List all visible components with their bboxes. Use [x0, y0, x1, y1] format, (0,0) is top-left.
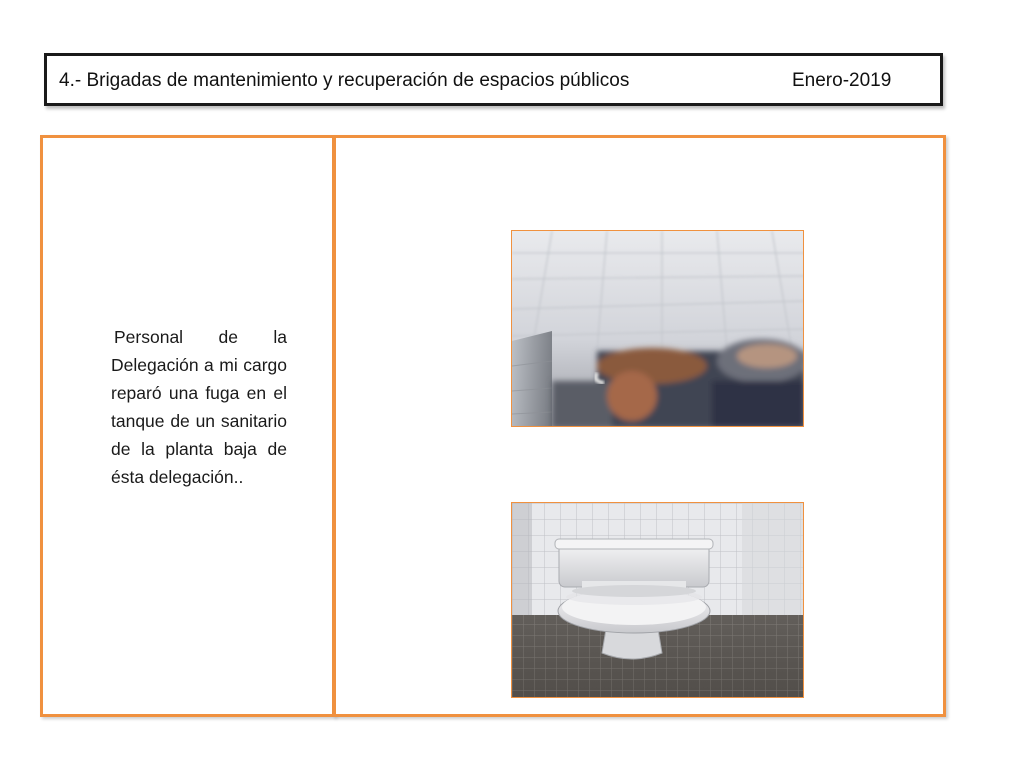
- description-text: Personal de la Delegación a mi cargo reparó una fuga en el tanque de un sanitario de la planta baja de ésta delegación..: [111, 327, 287, 487]
- header-box: [44, 53, 943, 106]
- header-date: Enero-2019: [792, 70, 892, 91]
- repair-photo-image: [512, 231, 804, 427]
- page-title: 4.- Brigadas de mantenimiento y recuperación de espacios públicos: [59, 70, 630, 91]
- repair-photo: [511, 230, 804, 427]
- toilet-photo-image: [512, 503, 804, 698]
- description-panel: [40, 135, 335, 717]
- toilet-photo: [511, 502, 804, 698]
